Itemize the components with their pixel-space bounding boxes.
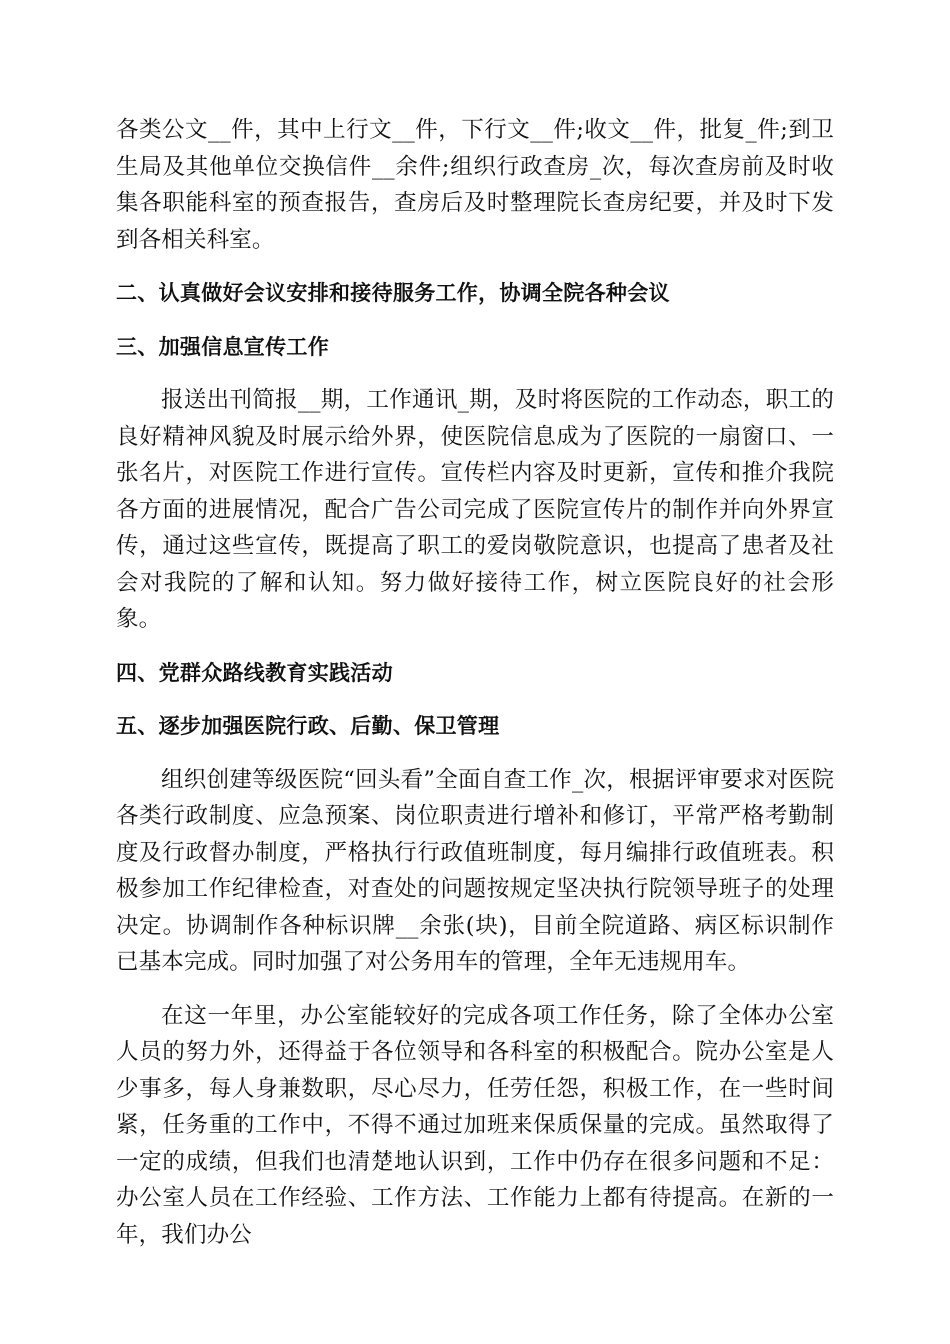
paragraph-publicity-work: 报送出刊简报__期，工作通讯_期，及时将医院的工作动态，职工的良好精神风貌及时展示给外界，使医院信息成为了医院的一扇窗口、一张名片，对医院工作进行宣传。宣传栏内容及时更新，宣传和推介我院各方面的进展情况，配合广告公司完成了医院宣传片的制作并向外界宣传，通过这些宣传，既提高了职工的爱岗敬院意识，也提高了患者及社会对我院的了解和认知。努力做好接待工作，树立医院良好的社会形象。: [116, 387, 834, 632]
paragraph-admin-management: 组织创建等级医院“回头看”全面自查工作_次，根据评审要求对医院各类行政制度、应急预案、岗位职责进行增补和修订，平常严格考勤制度及行政督办制度，严格执行行政值班制度，每月编排行政值班表。积极参加工作纪律检查，对查处的问题按规定坚决执行院领导班子的处理决定。协调制作各种标识牌__余张(块)，目前全院道路、病区标识制作已基本完成。同时加强了对公务用车的管理，全年无违规用车。: [116, 766, 834, 975]
document-body: [116, 112, 834, 1270]
heading-section-2-meetings: 二、认真做好会议安排和接待服务工作，协调全院各种会议: [116, 281, 670, 305]
paragraph-document-handling: 各类公文__件，其中上行文__件，下行文__件;收文__件，批复_件;到卫生局及其他单位交换信件__余件;组织行政查房_次，每次查房前及时收集各职能科室的预查报告，查房后及时整理院长查房纪要，并及时下发到各相关科室。: [116, 117, 834, 253]
heading-section-5-admin-logistics: 五、逐步加强医院行政、后勤、保卫管理: [116, 714, 500, 738]
paragraph-year-summary: 在这一年里，办公室能较好的完成各项工作任务，除了全体办公室人员的努力外，还得益于各位领导和各科室的积极配合。院办公室是人少事多，每人身兼数职，尽心尽力，任劳任怨，积极工作，在一些时间紧，任务重的工作中，不得不通过加班来保质保量的完成。虽然取得了一定的成绩，但我们也清楚地认识到，工作中仍存在很多问题和不足：办公室人员在工作经验、工作方法、工作能力上都有待提高。在新的一年，我们办公: [116, 1002, 834, 1248]
heading-section-4-mass-line: 四、党群众路线教育实践活动: [116, 660, 393, 685]
heading-section-3-publicity: 三、加强信息宣传工作: [116, 334, 329, 359]
